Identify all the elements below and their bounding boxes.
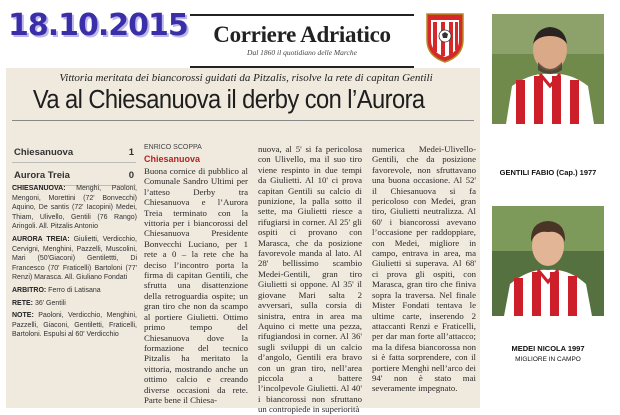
article-subhead: Vittoria meritata dei biancorossi guidati da Pitzalis, risolve la rete di capitan Gentili — [59, 72, 433, 84]
article-byline: ENRICO SCOPPA — [144, 144, 202, 151]
lineup-entry: CHIESANUOVA: Menghi, Paoloni, Mengoni, Morettini (72' Bonvecchi) Aquino, De santis (72' Iacopini) Medei, Thiam, Ulivello, Gentili (76 Rango) Aringoli. All. Pitzalis Antonio — [12, 185, 137, 231]
lineup-entry: RETE: 36' Gentili — [12, 299, 66, 307]
match-report-box — [12, 184, 137, 343]
player-caption: GENTILI FABIO (Cap.) 1977 — [499, 168, 597, 177]
team-name: Chiesanuova — [14, 147, 74, 158]
newspaper-name: Corriere Adriatico — [213, 22, 391, 47]
player-subcaption: MIGLIORE IN CAMPO — [515, 356, 581, 363]
score-row — [12, 144, 136, 163]
article-column: Buona cornice di pubblico al Comunale Sandro Ultimi per l’atteso Derby tra Chiesanuova e l’Aurora Treia terminato con la vittoria per i biancorossi del Chiesanuova Presidente Bonvecchi Luciano, per 1 rete a 0 – la rete che ha deciso l’incontro porta la firma di capitan Gentili, che sfrutta una disattenzione della retroguardia ospite; un gran tiro che non da scampo al portiere Giulietti. Ottimo primo tempo del Chiesanuova dove la formazione del tecnico Pitzalis ha meritato la vittoria, mostrando anche un ottimo calcio e creando diverse occasioni da rete. Parte bene il Chiesa- — [144, 166, 248, 405]
lineup-entry: NOTE: Paoloni, Verdicchio, Menghini, Pazzelli, Giaconi, Gentiletti, Fraticelli, Bartoloni. Espulsi al 60' Verdicchio — [12, 312, 138, 339]
divider — [12, 120, 474, 121]
team-goals: 0 — [128, 170, 134, 181]
club-badge-icon — [424, 10, 466, 64]
lineup-entry: ARBITRO: Ferro di Latisana — [12, 286, 101, 294]
date-label: 18.10.2015 — [8, 8, 188, 43]
article-column: numerica Medei-Ulivello-Gentili, che da posizione favorevole, non sfruttavano una buona occasione. Al 52' il Chiesanuova si fa pericoloso con Medei, gran tiro, Giulietti neutralizza. Al 60' i biancorossi avevano l’occasione per raddoppiare, con Medei, migliore in campo, entrava in area, ma Giulietti si superava. Al 68' ci prova gli ospiti, con Marasca, gran tiro che finiva sopra la traversa. Nel finale Mister Fondati tentava le ultime carte, inserendo 2 attaccanti Renzi e Fraticelli, per dar man forte all’attacco; ma la difesa biancorossa non si è fatta sorprendere, con il portiere Menghi nell’arco dei 94' non è stato mai severamente impegnato. — [372, 144, 476, 394]
player-photo-gentili — [492, 14, 604, 124]
article-column: nuova, al 5' si fa pericolosa con Ulivello, ma il suo tiro viene respinto in due tempi da Giulietti. Al 10' ci prova capitan Gentili su calcio di punizione, la palla sotto il sette, ma Giulietti riesce a rifugiarsi in corner. Al 25' gli ospiti ci provano con Marasca, che da posizione favorevole manda al lato. Al 28' bellissimo scambio Medei-Gentili, gran tiro Giulietti si oppone. Al 35' il giovane Mari salta 2 avversari, sulla corsia di sinistra, entra in area ma Aquino ci mette una pezza, rifugiandosi in corner. Al 36' sugli sviluppi di un calcio d’angolo, Gentili era bravo con un gran tiro, nell’area piccola a battere l’incolpevole Giulietti. Al 40' i biancorossi non sfruttano un contropiede in superiorità — [258, 144, 362, 415]
newspaper-tagline: Dal 1860 il quotidiano delle Marche — [247, 48, 357, 57]
article-headline: Va al Chiesanuova il derby con l’Aurora — [32, 86, 425, 114]
player-caption: MEDEI NICOLA 1997 — [511, 344, 585, 353]
team-goals: 1 — [128, 147, 134, 158]
player-photo-medei — [492, 206, 604, 316]
newspaper-masthead — [190, 14, 414, 68]
lineup-entry: AURORA TREIA: Giulietti, Verdicchio, Cervigni, Menghini, Pazzelli, Muscolini, Mari (50'Giaconi) Gentilettti, Di Francesco (70' Fraticelli) Bartoloni (77' Renzi) Marasca. All. Giuliano Fondati — [12, 235, 137, 282]
section-label: Chiesanuova — [144, 154, 201, 164]
newspaper-article — [6, 68, 480, 415]
team-name: Aurora Treia — [14, 170, 70, 181]
